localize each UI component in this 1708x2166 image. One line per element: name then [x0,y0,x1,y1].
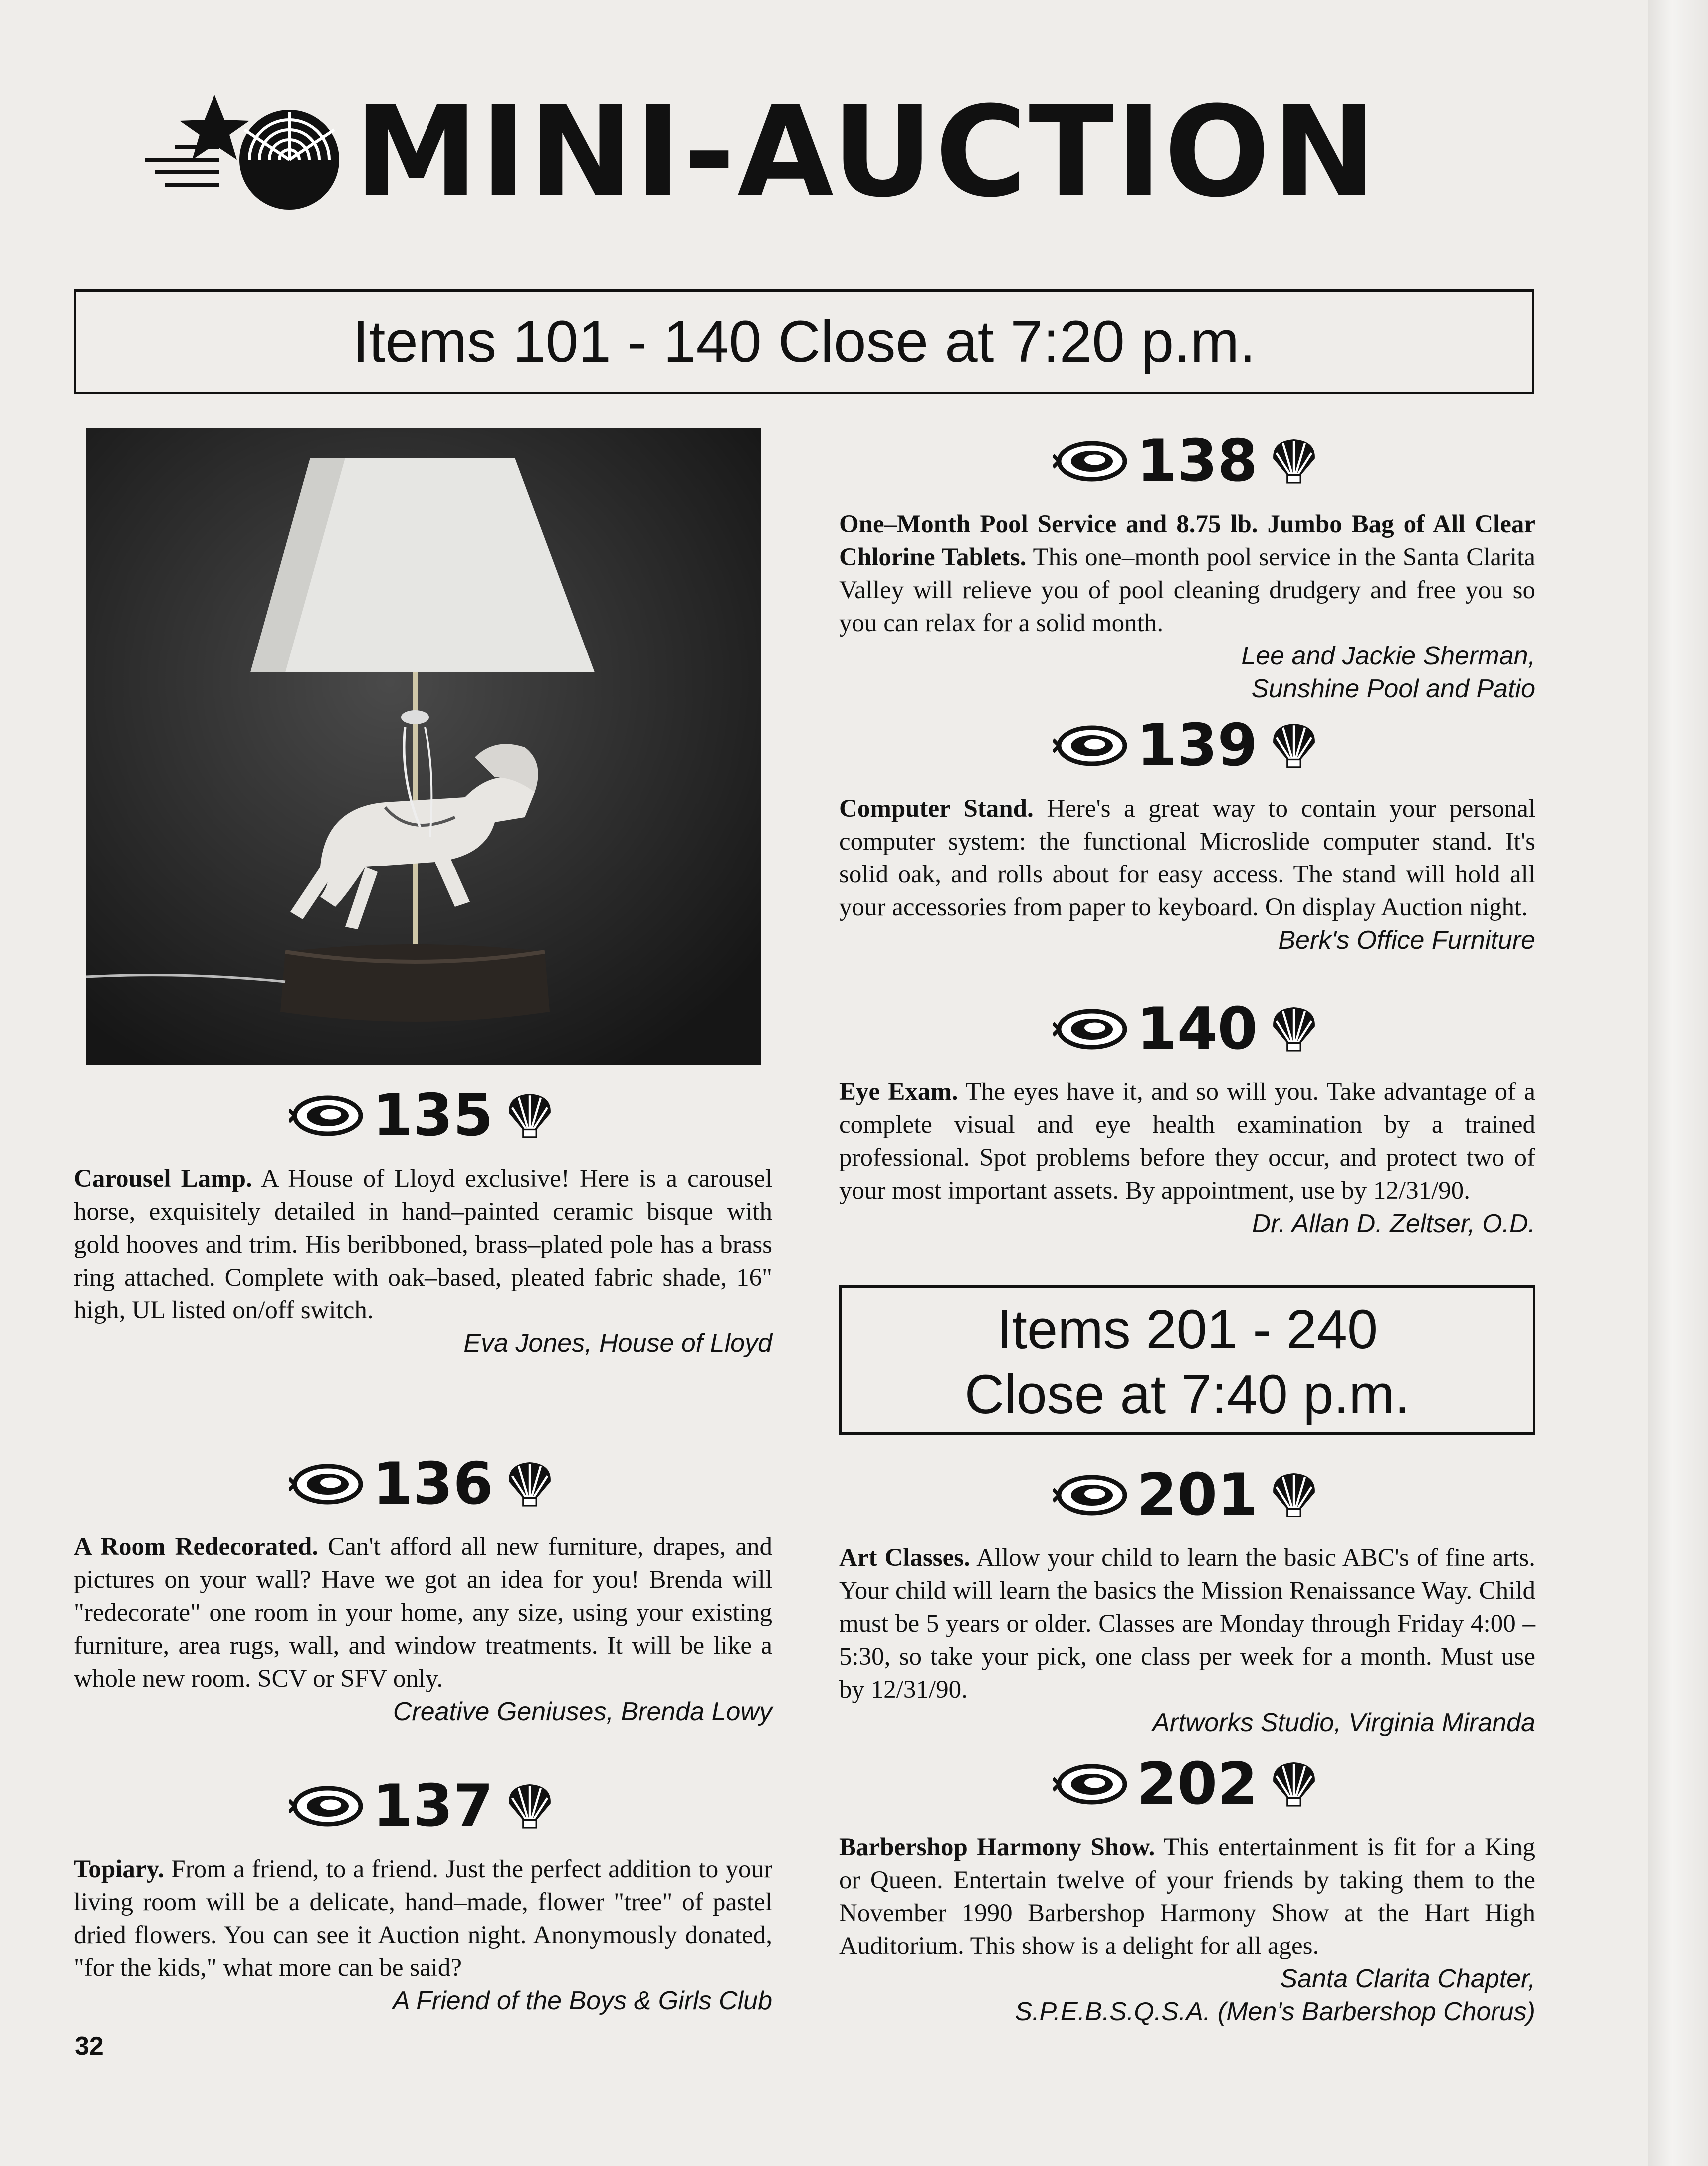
item-number-heading [839,1463,1535,1527]
item-donor: Santa Clarita Chapter, [1280,1964,1535,1993]
scallop-shell-icon [502,1091,557,1141]
closing-time-text-2b: Close at 7:40 p.m. [964,1364,1410,1425]
closing-time-text-1: Items 101 - 140 Close at 7:20 p.m. [352,309,1256,375]
conch-shell-icon [289,1093,364,1138]
item-title: Barbershop Harmony Show. [839,1833,1155,1861]
item-donor: Artworks Studio, Virginia Miranda [1152,1708,1535,1737]
item-number-heading [839,429,1535,494]
scallop-shell-icon [1267,721,1321,771]
item-number-heading [839,997,1535,1062]
item-title: Computer Stand. [839,795,1034,823]
item-title: Eye Exam. [839,1078,958,1106]
item-title: One–Month Pool Service and 8.75 lb. Jumbo Bag of All Clear Chlorine Tablets. [839,510,1535,571]
item-description [74,1162,772,1327]
item-number-heading [74,1083,772,1148]
page-number: 32 [75,2032,104,2061]
auction-item-137 [74,1774,772,2017]
auction-item-140 [839,997,1535,1240]
item-text: From a friend, to a friend. Just the perfect addition to your living room will be a delicate, hand–made, flower "tree" of pastel dried flowers. You can see it Auction night. Anonymously donated, "for the kids," what more can be said? [74,1855,773,1982]
item-number: 136 [372,1450,494,1517]
item-number-heading [839,1752,1535,1817]
scallop-shell-icon [1267,1759,1321,1809]
item-text: Can't afford all new furniture, drapes, and pictures on your wall? Have we got an idea for you! Brenda will "redecorate" one room in your home, any size, using your existing furniture, area rugs, wall, and window treatments. It will be like a whole new room. SCV or SFV only. [74,1533,772,1693]
item-title: Topiary. [74,1855,164,1883]
item-text: This one–month pool service in the Santa Clarita Valley will relieve you of pool cleaning drudgery and free you so you can relax for a solid month. [839,543,1535,637]
conch-shell-icon [289,1784,364,1829]
item-number-heading [74,1452,772,1516]
item-title: Carousel Lamp. [74,1165,252,1193]
scallop-shell-icon [1267,1470,1321,1520]
starfish-and-shell-icon [145,85,379,215]
item-number-heading [839,713,1535,778]
item-description [839,1076,1535,1207]
item-description [839,1541,1535,1706]
auction-item-138 [839,429,1535,705]
conch-shell-icon [1053,1762,1128,1807]
scallop-shell-icon [1267,1004,1321,1054]
closing-time-banner-1 [74,289,1534,394]
closing-time-text-2a: Items 201 - 240 [996,1299,1378,1360]
auction-item-201 [839,1463,1535,1739]
conch-shell-icon [1053,439,1128,484]
page-header [145,75,1442,224]
item-number-heading [74,1774,772,1839]
item-description [839,1831,1535,1962]
auction-item-136 [74,1452,772,1728]
item-description [839,508,1535,640]
carousel-lamp-photo [86,428,761,1065]
item-donor: Lee and Jackie Sherman, [1241,642,1535,670]
page-edge [1648,0,1708,2166]
conch-shell-icon [1053,723,1128,768]
item-donor-line2: Sunshine Pool and Patio [1251,674,1535,703]
page-title: MINI-AUCTION [354,79,1379,224]
item-text: A House of Lloyd exclusive! Here is a carousel horse, exquisitely detailed in hand–painted ceramic bisque with gold hooves and trim. His beribboned, brass–plated pole has a brass ring attached. Complete with oak–based, pleated fabric shade, 16" high, UL listed on/off switch. [74,1165,772,1324]
item-donor: Dr. Allan D. Zeltser, O.D. [1252,1209,1535,1238]
item-description [74,1530,772,1695]
item-text: The eyes have it, and so will you. Take advantage of a complete visual and eye health examination by a trained professional. Spot problems before they occur, and protect two of your most important assets. By appointment, use by 12/31/90. [839,1078,1535,1205]
item-description [839,792,1535,924]
scallop-shell-icon [502,1459,557,1509]
item-donor: A Friend of the Boys & Girls Club [392,1986,772,2015]
carousel-horse-lamp-image [86,428,761,1065]
item-donor: Creative Geniuses, Brenda Lowy [393,1697,772,1726]
conch-shell-icon [289,1462,364,1507]
item-text: Here's a great way to contain your personal computer system: the functional Microslide computer stand. It's solid oak, and rolls about for easy access. The stand will hold all your accessories from paper to keyboard. On display Auction night. [839,795,1536,921]
item-number: 140 [1136,995,1258,1063]
item-number: 137 [372,1772,494,1840]
conch-shell-icon [1053,1007,1128,1052]
item-number: 138 [1136,428,1258,495]
auction-item-202 [839,1752,1535,2028]
item-number: 135 [372,1082,494,1149]
item-description [74,1853,772,1984]
auction-item-139 [839,713,1535,957]
scallop-shell-icon [502,1781,557,1831]
closing-time-banner-2 [839,1285,1535,1435]
scallop-shell-icon [1267,436,1321,486]
item-text: Allow your child to learn the basic ABC's of fine arts. Your child will learn the basics the Mission Renaissance Way. Child must be 5 years or older. Classes are Monday through Friday 4:00 – 5:30, so take your pick, one class per week for a month. Must use by 12/31/90. [839,1544,1535,1704]
item-number: 201 [1136,1461,1258,1528]
item-donor: Eva Jones, House of Lloyd [463,1329,772,1358]
item-title: A Room Redecorated. [74,1533,319,1561]
item-number: 139 [1136,712,1258,779]
item-donor: Berk's Office Furniture [1278,926,1535,955]
conch-shell-icon [1053,1473,1128,1517]
item-donor-line2: S.P.E.B.S.Q.S.A. (Men's Barbershop Chorus) [1015,1997,1535,2026]
auction-item-135 [74,1083,772,1360]
item-number: 202 [1136,1750,1258,1818]
item-text: This entertainment is fit for a King or Queen. Entertain twelve of your friends by taking them to the November 1990 Barbershop Harmony Show at the Hart High Auditorium. This show is a delight for all ages. [839,1833,1535,1960]
item-title: Art Classes. [839,1544,970,1572]
